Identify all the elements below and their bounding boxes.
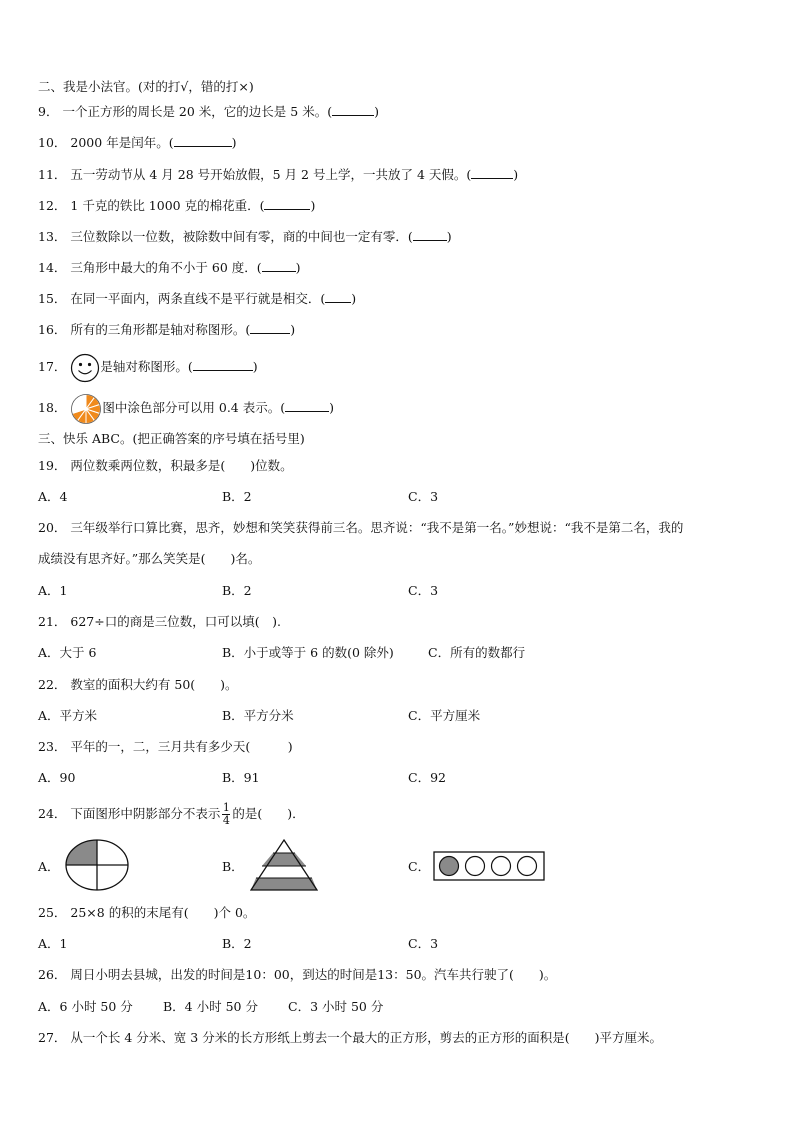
- question-22: 22． 教室的面积大约有 50( )。: [38, 677, 238, 692]
- fraction: $\frac{1}{4}$: [222, 801, 230, 827]
- option-a[interactable]: A．1: [38, 936, 68, 951]
- answer-blank[interactable]: [174, 135, 232, 147]
- triangle-stripes-figure: [250, 838, 318, 892]
- question-26: 26． 周日小明去县城，出发的时间是10：00，到达的时间是13：50。汽车共行驶了( )。: [38, 967, 557, 982]
- option-b[interactable]: B．91: [222, 770, 260, 785]
- answer-blank[interactable]: [471, 167, 513, 179]
- question-21: 21． 627÷口的商是三位数，口可以填( ).: [38, 614, 281, 629]
- section3-heading: 三、快乐 ABC。(把正确答案的序号填在括号里): [38, 431, 305, 446]
- option-a[interactable]: A．6 小时 50 分: [38, 999, 133, 1014]
- answer-blank[interactable]: [325, 291, 351, 303]
- option-c[interactable]: C．3: [408, 936, 439, 951]
- option-b[interactable]: B．4 小时 50 分: [163, 999, 258, 1014]
- option-a[interactable]: A．: [38, 859, 60, 874]
- option-b[interactable]: B．2: [222, 583, 252, 598]
- answer-blank[interactable]: [285, 400, 329, 412]
- option-a[interactable]: A．90: [38, 770, 76, 785]
- option-c[interactable]: C．3 小时 50 分: [288, 999, 384, 1014]
- option-a[interactable]: A．1: [38, 583, 68, 598]
- answer-blank[interactable]: [250, 322, 290, 334]
- option-b[interactable]: B．小于或等于 6 的数(0 除外): [222, 645, 394, 660]
- question-14: 14． 三角形中最大的角不小于 60 度．( ): [38, 260, 301, 275]
- answer-blank[interactable]: [413, 229, 447, 241]
- answer-blank[interactable]: [264, 198, 310, 210]
- question-18: 18． 图中涂色部分可以用 0.4 表示。( ): [38, 392, 334, 425]
- question-10: 10． 2000 年是闰年。( ): [38, 135, 237, 150]
- section2-heading: 二、我是小法官。(对的打√，错的打×): [38, 79, 254, 94]
- question-13: 13． 三位数除以一位数，被除数中间有零，商的中间也一定有零．( ): [38, 229, 452, 244]
- question-23: 23． 平年的一，二，三月共有多少天( ): [38, 739, 293, 754]
- answer-blank[interactable]: [262, 260, 296, 272]
- option-b[interactable]: B．平方分米: [222, 708, 294, 723]
- option-b[interactable]: B．2: [222, 489, 252, 504]
- question-25: 25． 25×8 的积的末尾有( )个 0。: [38, 905, 256, 920]
- option-c[interactable]: C．所有的数都行: [428, 645, 526, 660]
- option-b[interactable]: B．: [222, 859, 244, 874]
- circle-quarters-figure: [64, 838, 130, 892]
- answer-blank[interactable]: [332, 104, 374, 116]
- question-11: 11． 五一劳动节从 4 月 28 号开始放假，5 月 2 号上学，一共放了 4 天假。( ): [38, 167, 519, 182]
- option-c[interactable]: C．3: [408, 583, 439, 598]
- answer-blank[interactable]: [193, 359, 253, 371]
- question-20-line2: 成绩没有思齐好。”那么笑笑是( )名。: [38, 551, 261, 566]
- question-17: 17． 是轴对称图形。( ): [38, 352, 258, 383]
- question-16: 16． 所有的三角形都是轴对称图形。( ): [38, 322, 296, 337]
- question-12: 12． 1 千克的铁比 1000 克的棉花重．( ): [38, 198, 316, 213]
- option-c[interactable]: C．3: [408, 489, 439, 504]
- option-a[interactable]: A．4: [38, 489, 68, 504]
- question-27: 27． 从一个长 4 分米、宽 3 分米的长方形纸上剪去一个最大的正方形，剪去的正方形的面积是( )平方厘米。: [38, 1030, 662, 1045]
- option-b[interactable]: B．2: [222, 936, 252, 951]
- smiley-face-icon: [70, 353, 100, 383]
- option-c[interactable]: C．: [408, 859, 431, 874]
- question-15: 15． 在同一平面内，两条直线不是平行就是相交．( ): [38, 291, 357, 306]
- question-24: 24． 下面图形中阴影部分不表示 $\frac{1}{4}$ 的是( )．: [38, 801, 305, 827]
- option-c[interactable]: C．92: [408, 770, 446, 785]
- four-circles-figure: [433, 851, 545, 881]
- option-a[interactable]: A．平方米: [38, 708, 98, 723]
- question-19: 19． 两位数乘两位数，积最多是( )位数。: [38, 458, 293, 473]
- question-9: 9． 一个正方形的周长是 20 米，它的边长是 5 米。( ): [38, 104, 379, 119]
- question-20: 20． 三年级举行口算比赛，思齐，妙想和笑笑获得前三名。思齐说：“我不是第一名。”妙想说：“我不是第二名，我的: [38, 520, 684, 535]
- option-a[interactable]: A．大于 6: [38, 645, 97, 660]
- shaded-circle-icon: [70, 393, 102, 425]
- option-c[interactable]: C．平方厘米: [408, 708, 481, 723]
